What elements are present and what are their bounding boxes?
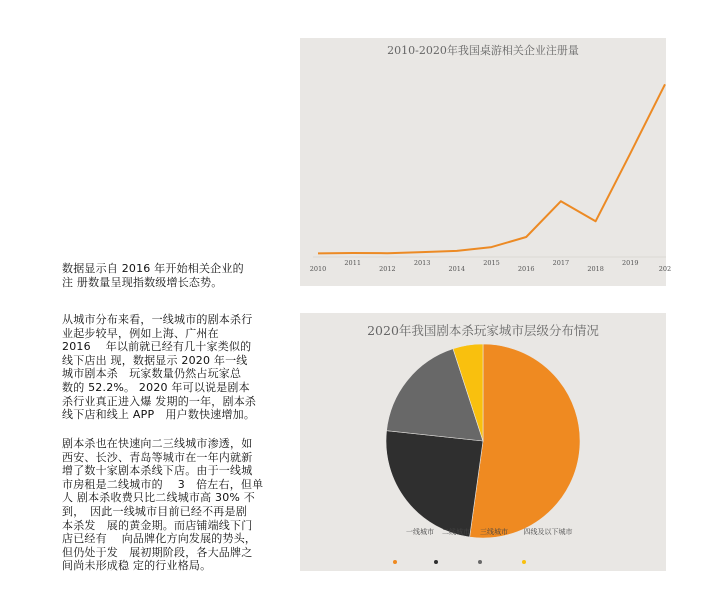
legend-marker (393, 560, 397, 564)
line-chart (300, 38, 672, 286)
paragraph-registration-trend: 数据显示自 2016 年开始相关企业的 注 册数量呈现指数级增长态势。 (62, 262, 244, 289)
x-tick-label: 202 (658, 265, 672, 273)
pie-chart-panel (300, 313, 666, 571)
paragraph-lower-tier-expansion: 剧本杀也在快速向二三线城市渗透，如 西安、长沙、青岛等城市在一年内就新 增了数十家剧本杀线下店。由于一线城 市房租是二线城市的 3 倍左右，但单 人 剧本杀收费只比二线城市高 30% 不 到， 因此一线城市目前已经不再是剧 本杀发 展的黄金期。而店铺端线下门 店已经有 向品牌化方向发展的势头， 但仍处于发 展初期阶段，各大品牌之 间尚未形成稳 定的行业格局。 (62, 437, 264, 573)
line-chart-panel (300, 38, 672, 286)
pie-slice (470, 344, 580, 538)
line-chart-title: 2010-2020年我国桌游相关企业注册量 (387, 44, 579, 57)
pie-category-label: 四线及以下城市 (523, 528, 573, 536)
paragraph-city-distribution: 从城市分布来看，一线城市的剧本杀行 业起步较早，例如上海、广州在 2016 年以前就已经有几十家类似的 线下店出 现，数据显示 2020 年一线 城市剧本杀 玩家数量仍然占玩家总 数的 52.2%。 2020 年可以说是剧本 杀行业真正进入爆 发期的一年，剧本杀 线下店和线上 APP 用户数快速增加。 (62, 313, 257, 422)
pie-chart (300, 313, 666, 571)
x-tick-label: 2019 (622, 259, 639, 267)
pie-category-label: 一线城市 (406, 528, 434, 536)
series-line (318, 84, 665, 253)
pie-category-label: 三线城市 (480, 528, 508, 536)
legend-marker (434, 560, 438, 564)
x-tick-label: 2014 (448, 265, 466, 273)
x-tick-label: 2017 (552, 259, 570, 267)
pie-slice (386, 431, 483, 537)
legend-marker (478, 560, 482, 564)
x-tick-label: 2011 (344, 259, 361, 267)
x-tick-label: 2012 (379, 265, 396, 273)
x-tick-label: 2010 (309, 265, 327, 273)
pie-chart-title: 2020年我国剧本杀玩家城市层级分布情况 (367, 323, 599, 338)
x-tick-label: 2013 (413, 259, 431, 267)
x-tick-label: 2018 (587, 265, 604, 273)
x-tick-label: 2015 (483, 259, 500, 267)
x-tick-label: 2016 (517, 265, 535, 273)
pie-category-label: 二线城市 (442, 528, 470, 536)
legend-marker (522, 560, 526, 564)
